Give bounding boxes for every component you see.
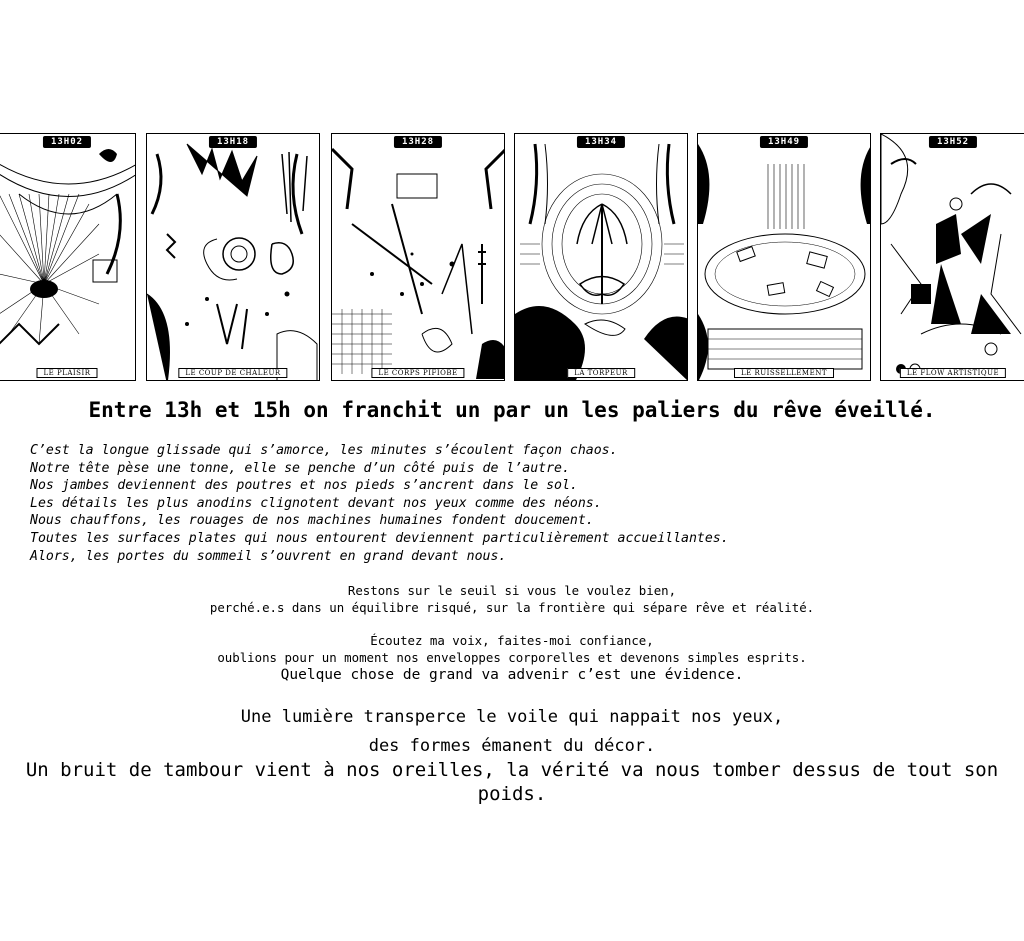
card-illustration-coup-de-chaleur: [147, 134, 320, 381]
card-illustration-plaisir: [0, 134, 136, 381]
card-illustration-ruissellement: [698, 134, 871, 381]
card-timestamp: 13H49: [760, 136, 808, 148]
intro-line: Toutes les surfaces plates qui nous entourent deviennent particulièrement accueillantes.: [30, 530, 729, 546]
card-illustration-torpeur: [515, 134, 688, 381]
tarot-card: [880, 133, 1024, 381]
stanza-three-final: Un bruit de tambour vient à nos oreilles, la vérité va nous tomber dessus de tout son poids.: [25, 759, 999, 805]
intro-line: Notre tête pèse une tonne, elle se penche d’un côté puis de l’autre.: [30, 460, 570, 476]
stanza-line: Écoutez ma voix, faites-moi confiance,: [370, 633, 654, 648]
card-title: LE FLOW ARTISTIQUE: [900, 368, 1006, 378]
tarot-card: [331, 133, 505, 381]
card-timestamp: 13H28: [394, 136, 442, 148]
tarot-card: [514, 133, 688, 381]
card-timestamp: 13H18: [209, 136, 257, 148]
intro-paragraph: [30, 442, 990, 565]
intro-line: Alors, les portes du sommeil s’ouvrent en grand devant nous.: [30, 548, 507, 564]
stanza-three-line: des formes émanent du décor.: [368, 736, 656, 756]
intro-line: Nous chauffons, les rouages de nos machines humaines fondent doucement.: [30, 513, 594, 529]
card-illustration-corps: [332, 134, 505, 381]
tarot-card: [697, 133, 871, 381]
tarot-card: [0, 133, 136, 381]
card-timestamp: 13H02: [43, 136, 91, 148]
stanza-line: Restons sur le seuil si vous le voulez bien,: [347, 583, 677, 598]
card-timestamp: 13H34: [577, 136, 625, 148]
card-timestamp: 13H52: [929, 136, 977, 148]
stanza-line: perché.e.s dans un équilibre risqué, sur la frontière qui sépare rêve et réalité.: [209, 599, 815, 615]
stanza-one: [0, 583, 1024, 616]
page-title: Entre 13h et 15h on franchit un par un les paliers du rêve éveillé.: [88, 398, 936, 422]
stanza-three-line: Une lumière transperce le voile qui nappait nos yeux,: [240, 707, 784, 727]
intro-line: C’est la longue glissade qui s’amorce, les minutes s’écoulent façon chaos.: [30, 443, 618, 458]
card-title: LE PLAISIR: [37, 368, 98, 378]
card-title: LA TORPEUR: [567, 368, 635, 378]
card-illustration-flow: [881, 134, 1024, 381]
card-title: LE COUP DE CHALEUR: [178, 368, 287, 378]
stanza-two: [0, 633, 1024, 666]
tarot-card-strip: [0, 133, 1024, 383]
card-title: LE RUISSELLEMENT: [734, 368, 834, 378]
intro-line: Les détails les plus anodins clignotent devant nos yeux comme des néons.: [30, 495, 602, 511]
stanza-two-closing: Quelque chose de grand va advenir c’est une évidence.: [280, 667, 744, 683]
stanza-line: oublions pour un moment nos enveloppes corporelles et devenons simples esprits.: [217, 649, 807, 665]
tarot-card: [146, 133, 320, 381]
intro-line: Nos jambes deviennent des poutres et nos pieds s’ancrent dans le sol.: [30, 478, 578, 494]
card-title: LE CORPS PIFIOBÉ: [371, 368, 464, 378]
